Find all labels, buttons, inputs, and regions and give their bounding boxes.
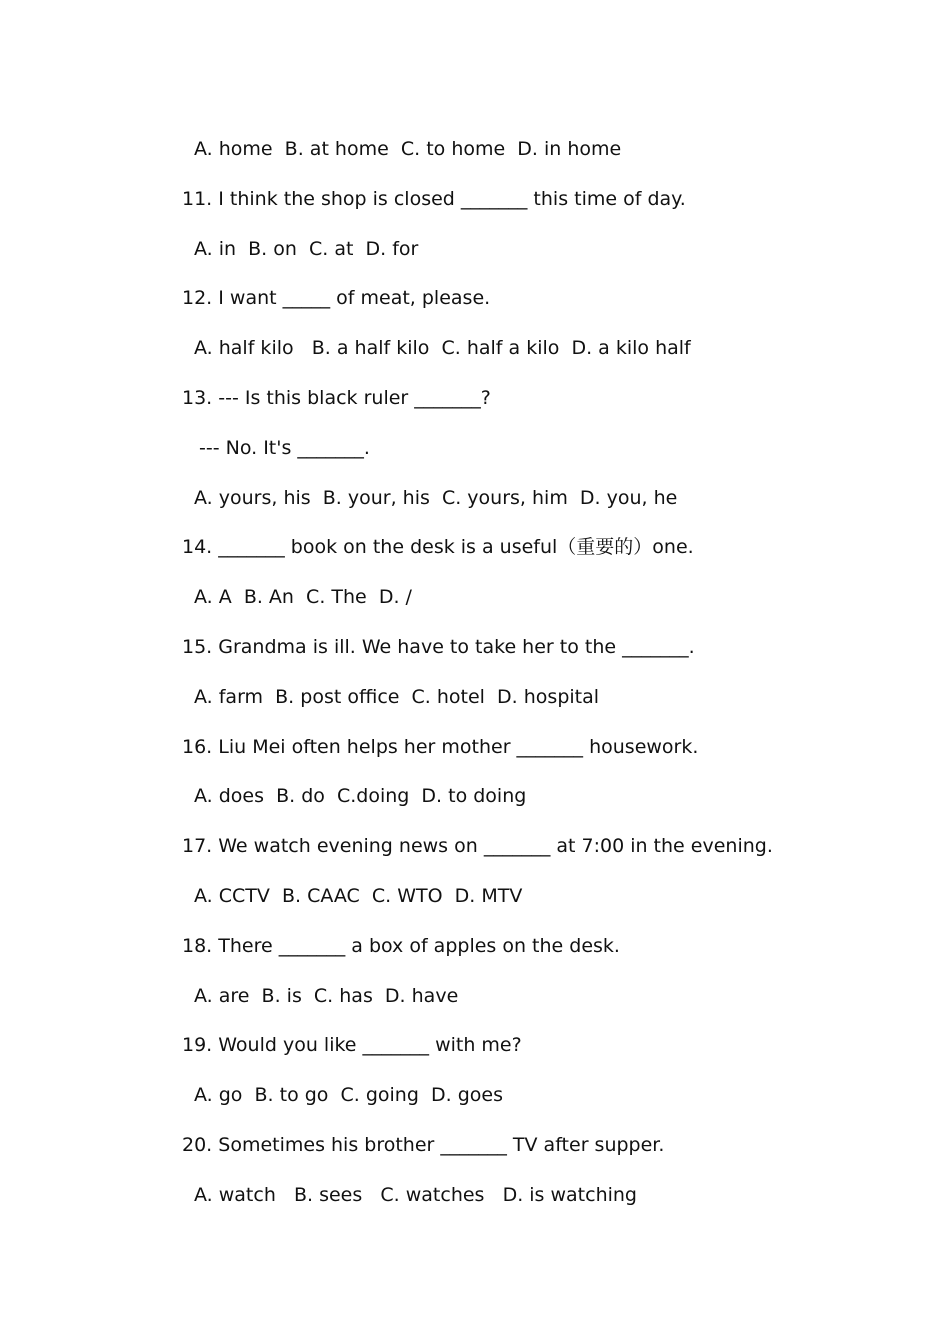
question-18: 18. There _______ a box of apples on the desk.	[182, 934, 620, 957]
options-line-13: A. yours, his B. your, his C. yours, him D. you, he	[194, 486, 678, 509]
options-line-17: A. CCTV B. CAAC C. WTO D. MTV	[194, 884, 523, 907]
question-16: 16. Liu Mei often helps her mother _______ housework.	[182, 735, 699, 758]
question-13: 13. --- Is this black ruler _______?	[182, 386, 491, 409]
options-line-12: A. half kilo B. a half kilo C. half a kilo D. a kilo half	[194, 337, 691, 360]
question-14: 14. _______ book on the desk is a useful（重要的）one.	[182, 536, 694, 559]
options-line-14: A. A B. An C. The D. /	[194, 586, 412, 609]
question-15: 15. Grandma is ill. We have to take her to the _______.	[182, 635, 695, 658]
question-12: 12. I want _____ of meat, please.	[182, 287, 491, 310]
options-line-15: A. farm B. post office C. hotel D. hospital	[194, 685, 600, 708]
question-list	[182, 134, 882, 1230]
options-line-16: A. does B. do C.doing D. to doing	[194, 785, 527, 808]
options-line-18: A. are B. is C. has D. have	[194, 984, 459, 1007]
question-20: 20. Sometimes his brother _______ TV after supper.	[182, 1133, 665, 1156]
question-17: 17. We watch evening news on _______ at 7:00 in the evening.	[182, 835, 773, 858]
question-13-reply: --- No. It's _______.	[199, 436, 370, 459]
options-line-11: A. in B. on C. at D. for	[194, 237, 419, 260]
options-line-10: A. home B. at home C. to home D. in home	[194, 138, 622, 160]
options-line-19: A. go B. to go C. going D. goes	[194, 1084, 503, 1107]
options-line-20: A. watch B. sees C. watches D. is watching	[194, 1183, 637, 1206]
question-11: 11. I think the shop is closed _______ this time of day.	[182, 187, 686, 210]
question-19: 19. Would you like _______ with me?	[182, 1034, 522, 1057]
